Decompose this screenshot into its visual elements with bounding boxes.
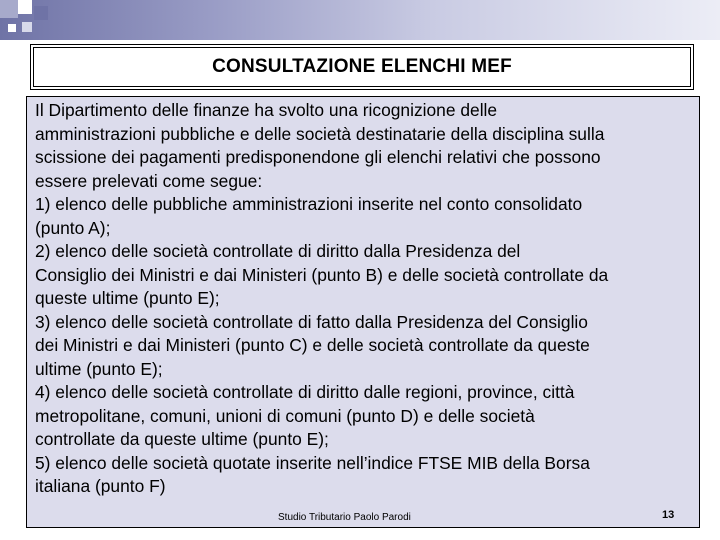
slide-body-text [35,99,691,499]
body-line: Il Dipartimento delle finanze ha svolto una ricognizione delle [35,100,498,120]
body-line: scissione dei pagamenti predisponendone gli elenchi relativi che possono [35,147,601,167]
slide-title-box [30,44,694,90]
page-number: 13 [662,509,675,521]
footer-author: Studio Tributario Paolo Parodi [278,512,411,523]
slide-content-box [26,96,700,528]
slide-title: CONSULTAZIONE ELENCHI MEF [212,56,512,77]
body-line: 3) elenco delle società controllate di fatto dalla Presidenza del Consiglio [35,311,588,332]
body-line: queste ultime (punto E); [35,288,220,308]
body-line: 4) elenco delle società controllate di diritto dalle regioni, province, città [35,382,575,402]
body-line: (punto A); [35,217,111,238]
body-line: italiana (punto F) [35,476,166,496]
body-line: controllate da queste ultime (punto E); [35,429,329,449]
body-line: essere prelevati come segue: [35,170,263,191]
decorative-square [34,6,48,20]
body-line: Consiglio dei Ministri e dai Ministeri (punto B) e delle società controllate da [35,264,609,285]
body-line: 1) elenco delle pubbliche amministrazioni inserite nel conto consolidato [35,194,583,214]
decorative-square [8,24,16,32]
body-line: dei Ministri e dai Ministeri (punto C) e delle società controllate da queste [35,335,590,355]
top-decorative-band [0,0,720,40]
body-line: ultime (punto E); [35,358,163,379]
decorative-square [22,22,32,32]
decorative-square [0,0,18,18]
body-line: 5) elenco delle società quotate inserite nell’indice FTSE MIB della Borsa [35,452,590,473]
body-line: amministrazioni pubbliche e delle società destinatarie della disciplina sulla [35,123,605,144]
body-line: 2) elenco delle società controllate di diritto dalla Presidenza del [35,241,521,261]
body-line: metropolitane, comuni, unioni di comuni (punto D) e delle società [35,405,535,426]
decorative-square [18,0,32,14]
